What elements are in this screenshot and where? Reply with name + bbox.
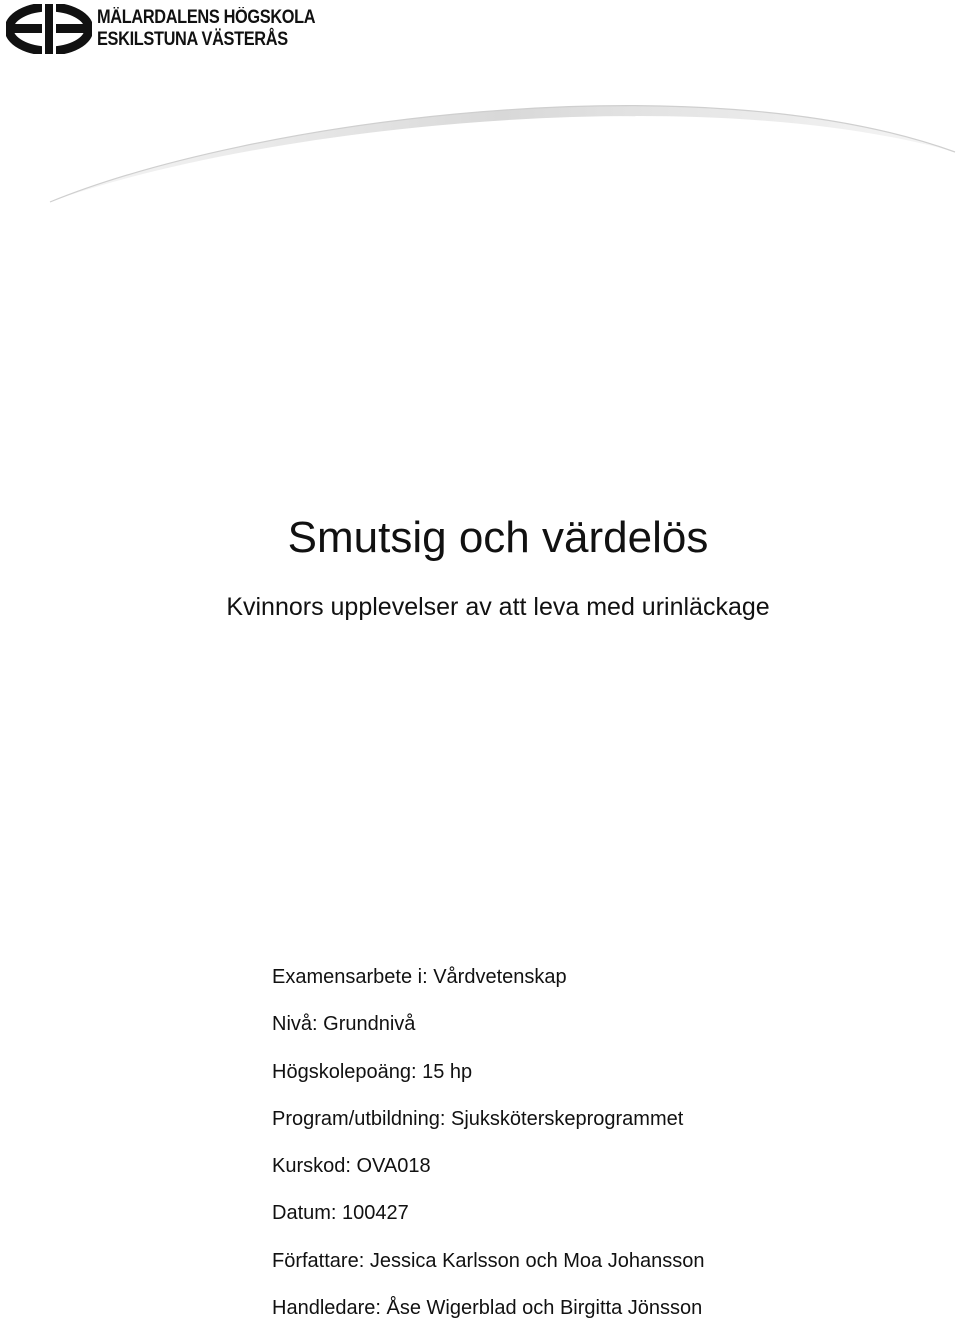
detail-label: Författare: — [272, 1249, 365, 1272]
detail-label: Program/utbildning: — [272, 1107, 446, 1130]
logo-line-2: ESKILSTUNA VÄSTERÅS — [97, 29, 288, 50]
decorative-swoosh — [0, 80, 960, 220]
detail-value: Jessica Karlsson och Moa Johansson — [369, 1249, 705, 1272]
detail-level — [272, 1009, 952, 1056]
detail-label: Nivå: — [272, 1013, 318, 1036]
detail-label: Högskolepoäng: — [272, 1060, 417, 1083]
university-emblem-icon — [6, 4, 92, 54]
detail-value: 100427 — [342, 1202, 409, 1225]
detail-exam-subject — [272, 962, 952, 1009]
detail-value: Sjuksköterskeprogrammet — [451, 1107, 684, 1130]
detail-value: Grundnivå — [323, 1013, 416, 1036]
detail-label: Datum: — [272, 1202, 337, 1225]
detail-supervisors — [272, 1293, 952, 1340]
detail-value: 15 hp — [422, 1060, 473, 1083]
detail-credits — [272, 1057, 952, 1104]
detail-label: Examensarbete i: — [272, 966, 428, 988]
detail-label: Handledare: — [272, 1297, 381, 1320]
detail-program — [272, 1104, 952, 1151]
logo-wordmark — [97, 7, 315, 51]
thesis-details — [272, 962, 952, 1340]
document-title: Smutsig och värdelös — [287, 513, 709, 562]
detail-value: OVA018 — [356, 1155, 431, 1178]
detail-value: Vårdvetenskap — [433, 966, 567, 988]
document-subtitle: Kvinnors upplevelser av att leva med urinläckage — [226, 593, 770, 621]
detail-label: Kurskod: — [272, 1155, 351, 1178]
logo-line-1: MÄLARDALENS HÖGSKOLA — [97, 7, 316, 28]
university-logo — [6, 4, 316, 56]
detail-value: Åse Wigerblad och Birgitta Jönsson — [386, 1297, 703, 1320]
detail-authors — [272, 1246, 952, 1293]
detail-date — [272, 1198, 952, 1245]
detail-course-code — [272, 1151, 952, 1198]
